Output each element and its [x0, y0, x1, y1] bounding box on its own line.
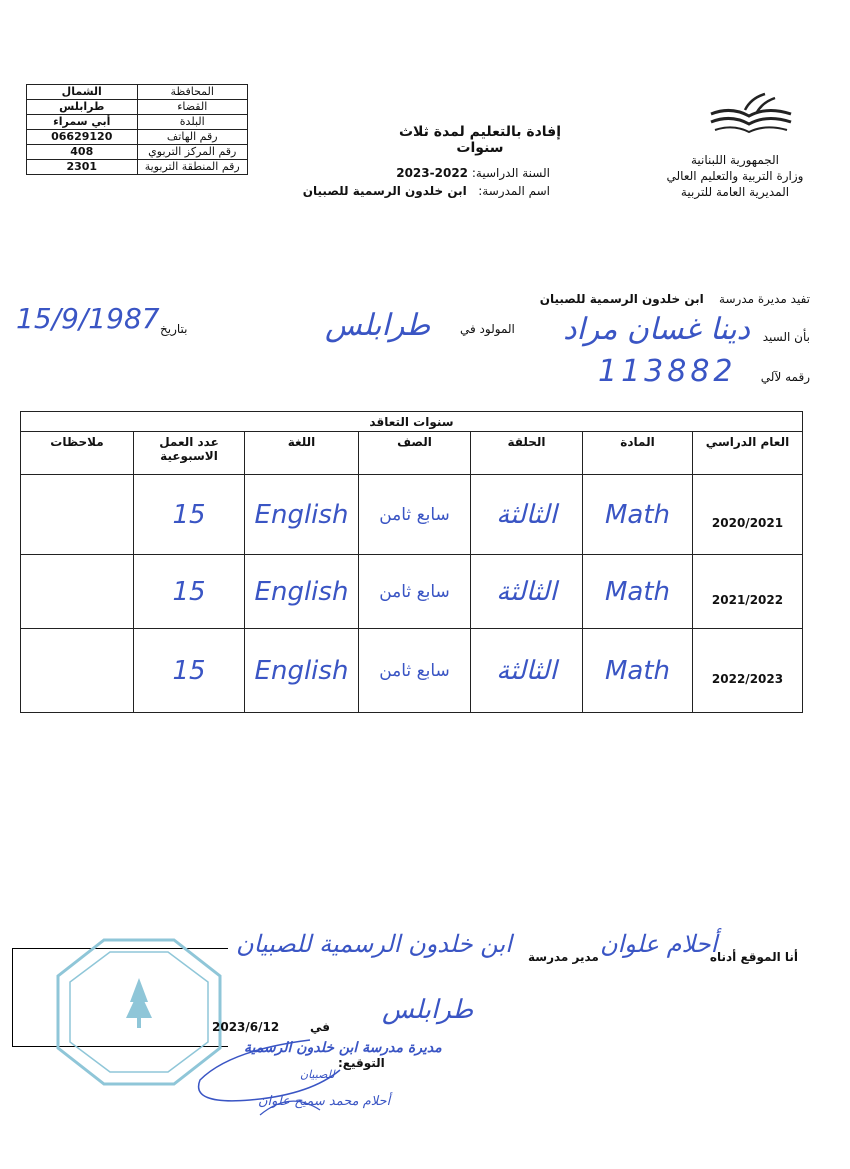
ministry-book-logo-icon [705, 92, 797, 142]
stamp-title: مديرة مدرسة ابن خلدون الرسمية [244, 1040, 442, 1056]
date-label: بتاريخ [160, 322, 188, 336]
info-value: الشمال [27, 85, 138, 100]
undersigned-line [710, 950, 798, 964]
info-row [27, 100, 248, 115]
cell-subject: Math [583, 475, 693, 555]
mr-label: بأن السيد [762, 330, 810, 344]
cell-notes [21, 475, 134, 555]
cell-language: English [245, 629, 359, 713]
cell-hours: 15 [134, 629, 245, 713]
ministry-line2: وزارة التربية والتعليم العالي [666, 169, 804, 183]
info-label: رقم المركز التربوي [137, 145, 248, 160]
meta-school [303, 184, 550, 198]
ministry-line1: الجمهورية اللبنانية [690, 153, 780, 167]
cell-notes [21, 629, 134, 713]
year-value: 2022-2023 [396, 166, 469, 180]
cell-cycle: الثالثة [471, 475, 583, 555]
school-handwritten: ابن خلدون الرسمية للصبيان [236, 930, 512, 958]
info-value: أبي سمراء [27, 115, 138, 130]
school-value: ابن خلدون الرسمية للصبيان [302, 184, 467, 198]
stamp-name: أحلام محمد سميح علوان [258, 1094, 391, 1109]
sign-label: التوقيع: [338, 1056, 385, 1070]
info-label: المحافظة [137, 85, 248, 100]
ministry-heading [660, 152, 810, 200]
number-label: رقمه لآلي [760, 370, 810, 384]
birth-date: 15/9/1987 [16, 302, 160, 335]
cell-year: 2021/2022 [693, 555, 803, 629]
cell-subject: Math [583, 555, 693, 629]
table-row [21, 555, 803, 629]
cell-language: English [245, 555, 359, 629]
cell-year: 2022/2023 [693, 629, 803, 713]
info-value: طرابلس [27, 100, 138, 115]
column-header: العام الدراسي [693, 432, 803, 475]
year-label: السنة الدراسية: [471, 166, 550, 180]
info-label: رقم الهاتف [137, 130, 248, 145]
table-row [21, 629, 803, 713]
table-caption: سنوات التعاقد [21, 412, 803, 432]
table-row [21, 475, 803, 555]
cell-grade: سابع ثامن [359, 629, 471, 713]
info-label: البلدة [137, 115, 248, 130]
cell-grade: سابع ثامن [359, 475, 471, 555]
cell-year: 2020/2021 [693, 475, 803, 555]
cell-hours: 15 [134, 555, 245, 629]
column-header: الصف [359, 432, 471, 475]
info-row [27, 130, 248, 145]
info-value: 06629120 [27, 130, 138, 145]
principal-name: أحلام علوان [600, 930, 718, 958]
meta-year [396, 166, 550, 180]
place-handwritten: طرابلس [382, 995, 474, 1025]
cell-subject: Math [583, 629, 693, 713]
info-label: القضاء [137, 100, 248, 115]
column-header: عدد العمل الاسبوعية [134, 432, 245, 475]
person-name: دينا غسان مراد [563, 312, 750, 347]
info-row [27, 85, 248, 100]
info-row [27, 115, 248, 130]
school-label: اسم المدرسة: [478, 184, 550, 198]
intro-line [540, 292, 810, 306]
info-label: رقم المنطقة التربوية [137, 160, 248, 175]
intro-school: ابن خلدون الرسمية للصبيان [539, 292, 704, 306]
cell-hours: 15 [134, 475, 245, 555]
cell-grade: سابع ثامن [359, 555, 471, 629]
info-row [27, 160, 248, 175]
cell-cycle: الثالثة [471, 629, 583, 713]
cell-cycle: الثالثة [471, 555, 583, 629]
undersigned-label: أنا الموقع أدناه [709, 950, 798, 964]
signature-date: 2023/6/12 [212, 1020, 280, 1034]
column-header: ملاحظات [21, 432, 134, 475]
document-title: إفادة بالتعليم لمدة ثلاث سنوات [398, 124, 562, 156]
intro-label: تفيد مديرة مدرسة [719, 292, 810, 306]
cell-language: English [245, 475, 359, 555]
handwritten-signature-icon [190, 1030, 380, 1120]
column-header: المادة [583, 432, 693, 475]
stamp-border-left [12, 948, 13, 1046]
number-value: 113882 [598, 354, 737, 389]
contract-years-table [20, 411, 803, 713]
column-header: اللغة [245, 432, 359, 475]
born-label: المولود في [460, 322, 515, 336]
info-value: 408 [27, 145, 138, 160]
info-value: 2301 [27, 160, 138, 175]
ministry-line3: المديرية العامة للتربية [680, 185, 790, 199]
column-header: الحلقة [471, 432, 583, 475]
stamp-sub: للصبيان [300, 1068, 335, 1081]
director-label: مدير مدرسة [528, 950, 599, 964]
in-label: في [310, 1020, 330, 1034]
info-row [27, 145, 248, 160]
cell-notes [21, 555, 134, 629]
school-info-table [26, 84, 248, 175]
birthplace: طرابلس [325, 308, 431, 343]
